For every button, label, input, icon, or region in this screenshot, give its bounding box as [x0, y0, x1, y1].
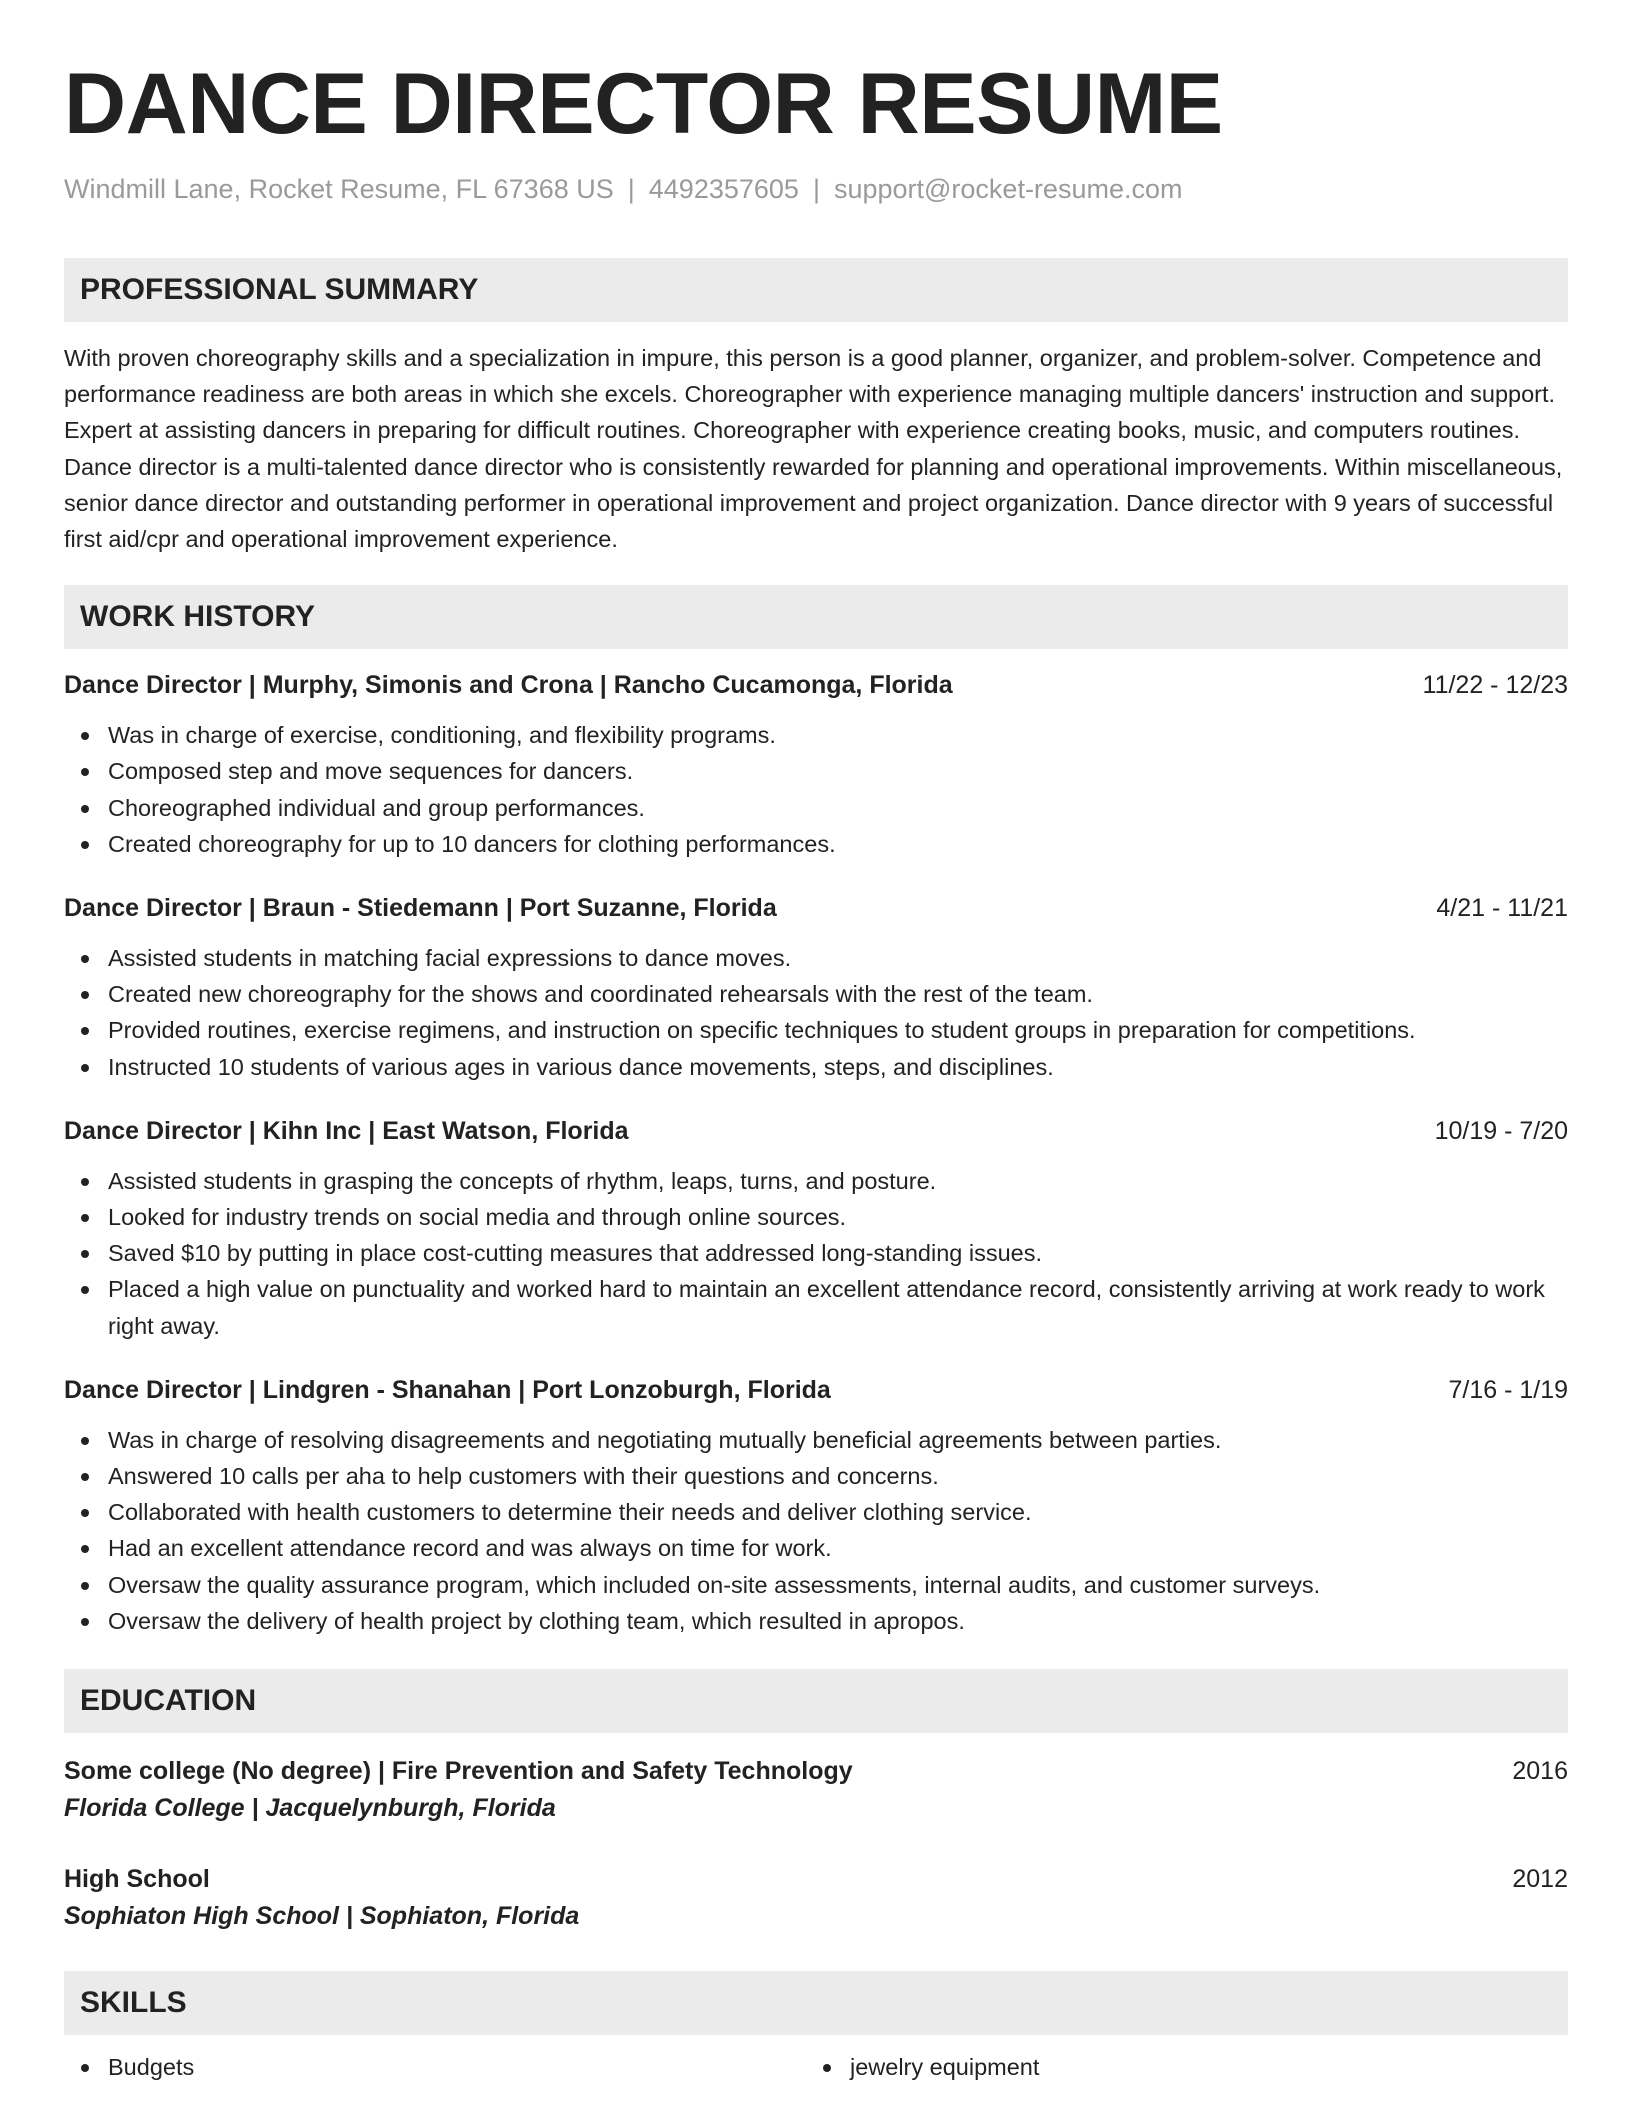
job-header [64, 1372, 1568, 1408]
job-bullet: Was in charge of resolving disagreements and negotiating mutually beneficial agreements between parties. [108, 1422, 1568, 1458]
education-entry [64, 1753, 1568, 1827]
job-bullet: Answered 10 calls per aha to help customers with their questions and concerns. [108, 1458, 1568, 1494]
contact-email: support@rocket-resume.com [833, 174, 1183, 204]
job-entry [64, 667, 1568, 862]
job-bullet: Provided routines, exercise regimens, and instruction on specific techniques to student groups in preparation for competitions. [108, 1012, 1568, 1048]
job-bullet: Composed step and move sequences for dancers. [108, 753, 1568, 789]
contact-separator: | [812, 174, 820, 204]
education-header [64, 1753, 1568, 1789]
job-bullet: Placed a high value on punctuality and worked hard to maintain an excellent attendance record, consistently arriving at work ready to work right away. [108, 1271, 1568, 1343]
skill-item: jewelry equipment [850, 2049, 1592, 2085]
job-title: Dance Director | Braun - Stiedemann | Port Suzanne, Florida [64, 894, 777, 923]
job-bullet: Oversaw the quality assurance program, which included on-site assessments, internal audits, and customer surveys. [108, 1567, 1568, 1603]
job-header [64, 1113, 1568, 1149]
job-bullet: Created new choreography for the shows and coordinated rehearsals with the rest of the team. [108, 976, 1568, 1012]
job-entry [64, 1113, 1568, 1344]
section-header-skills: SKILLS [64, 1971, 1568, 2035]
education-degree: Some college (No degree) | Fire Prevention and Safety Technology [64, 1757, 853, 1786]
job-title: Dance Director | Murphy, Simonis and Crona | Rancho Cucamonga, Florida [64, 671, 953, 700]
section-header-education: EDUCATION [64, 1669, 1568, 1733]
job-dates: 7/16 - 1/19 [1448, 1375, 1568, 1404]
resume-page [64, 0, 1568, 2101]
job-bullet: Assisted students in grasping the concepts of rhythm, leaps, turns, and posture. [108, 1163, 1568, 1199]
skills-list [64, 2049, 1568, 2085]
job-bullet: Instructed 10 students of various ages in various dance movements, steps, and disciplines. [108, 1049, 1568, 1085]
contact-phone: 4492357605 [648, 174, 799, 204]
job-bullet: Assisted students in matching facial expressions to dance moves. [108, 940, 1568, 976]
job-bullet: Had an excellent attendance record and was always on time for work. [108, 1530, 1568, 1566]
job-dates: 4/21 - 11/21 [1436, 894, 1568, 923]
job-bullets [64, 940, 1568, 1085]
job-bullets [64, 717, 1568, 862]
job-dates: 10/19 - 7/20 [1434, 1116, 1568, 1145]
job-title: Dance Director | Kihn Inc | East Watson, Florida [64, 1116, 629, 1145]
job-bullet: Collaborated with health customers to determine their needs and deliver clothing service. [108, 1494, 1568, 1530]
job-bullet: Looked for industry trends on social media and through online sources. [108, 1199, 1568, 1235]
contact-line [64, 172, 1568, 206]
education-entry [64, 1861, 1568, 1935]
contact-separator: | [627, 174, 635, 204]
resume-title: DANCE DIRECTOR RESUME [64, 56, 1223, 152]
job-bullet: Saved $10 by putting in place cost-cutting measures that addressed long-standing issues. [108, 1235, 1568, 1271]
section-header-summary: PROFESSIONAL SUMMARY [64, 258, 1568, 322]
job-bullets [64, 1163, 1568, 1344]
contact-address: Windmill Lane, Rocket Resume, FL 67368 US [64, 174, 614, 204]
education-degree: High School [64, 1865, 210, 1894]
education-school: Florida College | Jacquelynburgh, Florida [64, 1794, 556, 1823]
job-bullets [64, 1422, 1568, 1639]
education-header [64, 1861, 1568, 1897]
job-header [64, 890, 1568, 926]
skill-item: Budgets [108, 2049, 850, 2085]
summary-text: With proven choreography skills and a specialization in impure, this person is a good planner, organizer, and problem-solver. Competence and performance readiness are both areas in which she excels. Choreographer with experience managing multiple dancers' instruction and support. Expert at assisting dancers in preparing for difficult routines. Choreographer with experience creating books, music, and computers routines. Dance director is a multi-talented dance director who is consistently rewarded for planning and operational improvements. Within miscellaneous, senior dance director and outstanding performer in operational improvement and project organization. Dance director with 9 years of successful first aid/cpr and operational improvement experience. [64, 345, 1563, 553]
education-year: 2012 [1512, 1865, 1568, 1894]
job-bullet: Oversaw the delivery of health project by clothing team, which resulted in apropos. [108, 1603, 1568, 1639]
job-entry [64, 1372, 1568, 1639]
education-school: Sophiaton High School | Sophiaton, Florida [64, 1902, 580, 1931]
education-year: 2016 [1512, 1757, 1568, 1786]
section-header-work-history: WORK HISTORY [64, 585, 1568, 649]
job-header [64, 667, 1568, 703]
job-bullet: Created choreography for up to 10 dancers for clothing performances. [108, 826, 1568, 862]
job-dates: 11/22 - 12/23 [1422, 671, 1568, 700]
job-bullet: Choreographed individual and group performances. [108, 790, 1568, 826]
job-title: Dance Director | Lindgren - Shanahan | Port Lonzoburgh, Florida [64, 1375, 831, 1404]
job-bullet: Was in charge of exercise, conditioning, and flexibility programs. [108, 717, 1568, 753]
job-entry [64, 890, 1568, 1085]
